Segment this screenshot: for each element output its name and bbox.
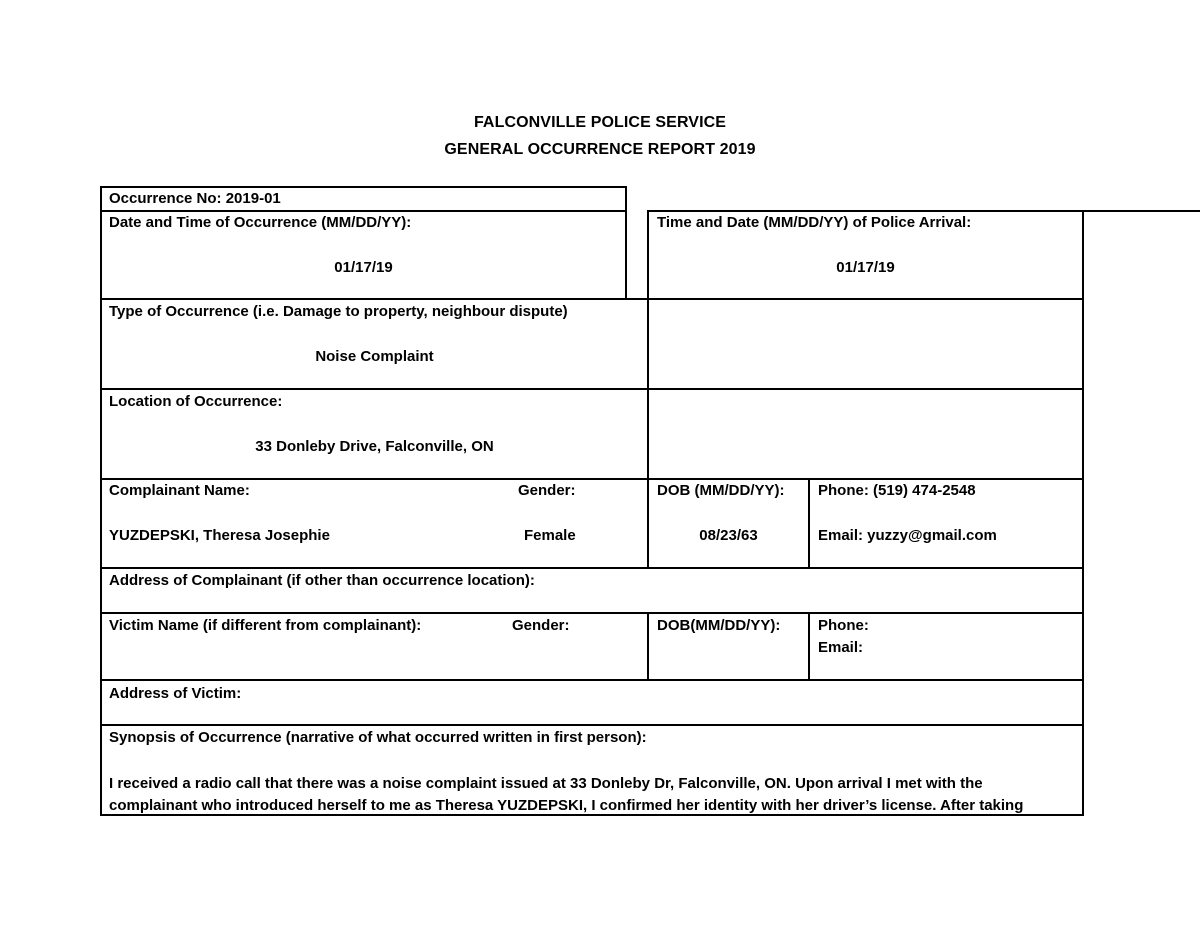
complainant-gender-label: Gender: xyxy=(518,482,576,499)
occurrence-type-label: Type of Occurrence (i.e. Damage to property, neighbour dispute) xyxy=(109,303,568,320)
complainant-gender-value: Female xyxy=(524,527,576,544)
report-title: FALCONVILLE POLICE SERVICE xyxy=(473,114,727,131)
table-line xyxy=(100,186,102,816)
synopsis-line: complainant who introduced herself to me as Theresa YUZDEPSKI, I confirmed her identity with her driver’s license. After taking xyxy=(109,797,1024,814)
victim-address-label: Address of Victim: xyxy=(109,685,242,702)
table-line xyxy=(1082,210,1084,816)
complainant-name-label: Complainant Name: xyxy=(109,482,250,499)
table-line xyxy=(647,478,649,568)
table-line xyxy=(100,724,1084,726)
complainant-email: Email: yuzzy@gmail.com xyxy=(818,527,997,544)
complainant-dob-value: 08/23/63 xyxy=(699,527,758,544)
table-line xyxy=(647,612,649,680)
table-line xyxy=(100,567,1084,569)
table-line xyxy=(100,478,1084,480)
table-line xyxy=(100,388,1084,390)
table-line xyxy=(100,679,1084,681)
victim-gender-label: Gender: xyxy=(512,617,570,634)
complainant-address-label: Address of Complainant (if other than occurrence location): xyxy=(109,572,535,589)
date-time-label: Date and Time of Occurrence (MM/DD/YY): xyxy=(109,214,412,231)
occurrence-type-value: Noise Complaint xyxy=(315,348,434,365)
complainant-phone: Phone: (519) 474-2548 xyxy=(818,482,976,499)
victim-name-label: Victim Name (if different from complainant): xyxy=(109,617,422,634)
date-time-value: 01/17/19 xyxy=(334,259,393,276)
synopsis-line: I received a radio call that there was a noise complaint issued at 33 Donleby Dr, Falconville, ON. Upon arrival I met with the xyxy=(109,775,983,792)
table-line xyxy=(100,186,627,188)
synopsis-label: Synopsis of Occurrence (narrative of what occurred written in first person): xyxy=(109,729,647,746)
report-subtitle: GENERAL OCCURRENCE REPORT 2019 xyxy=(444,141,756,158)
arrival-label: Time and Date (MM/DD/YY) of Police Arrival: xyxy=(657,214,972,231)
table-line xyxy=(100,298,1084,300)
table-line xyxy=(100,210,627,212)
table-line xyxy=(647,210,649,479)
arrival-value: 01/17/19 xyxy=(836,259,895,276)
occurrence-number: Occurrence No: 2019-01 xyxy=(109,190,281,207)
victim-dob-label: DOB(MM/DD/YY): xyxy=(657,617,781,634)
location-label: Location of Occurrence: xyxy=(109,393,283,410)
complainant-dob-label: DOB (MM/DD/YY): xyxy=(657,482,785,499)
complainant-name-value: YUZDEPSKI, Theresa Josephie xyxy=(109,527,330,544)
victim-phone-label: Phone: xyxy=(818,617,869,634)
table-line xyxy=(625,186,627,300)
location-value: 33 Donleby Drive, Falconville, ON xyxy=(255,438,494,455)
table-line xyxy=(808,478,810,568)
synopsis-narrative xyxy=(109,773,1089,817)
table-line xyxy=(648,210,1200,212)
table-line xyxy=(100,612,1084,614)
victim-email-label: Email: xyxy=(818,639,864,656)
table-line xyxy=(808,612,810,680)
